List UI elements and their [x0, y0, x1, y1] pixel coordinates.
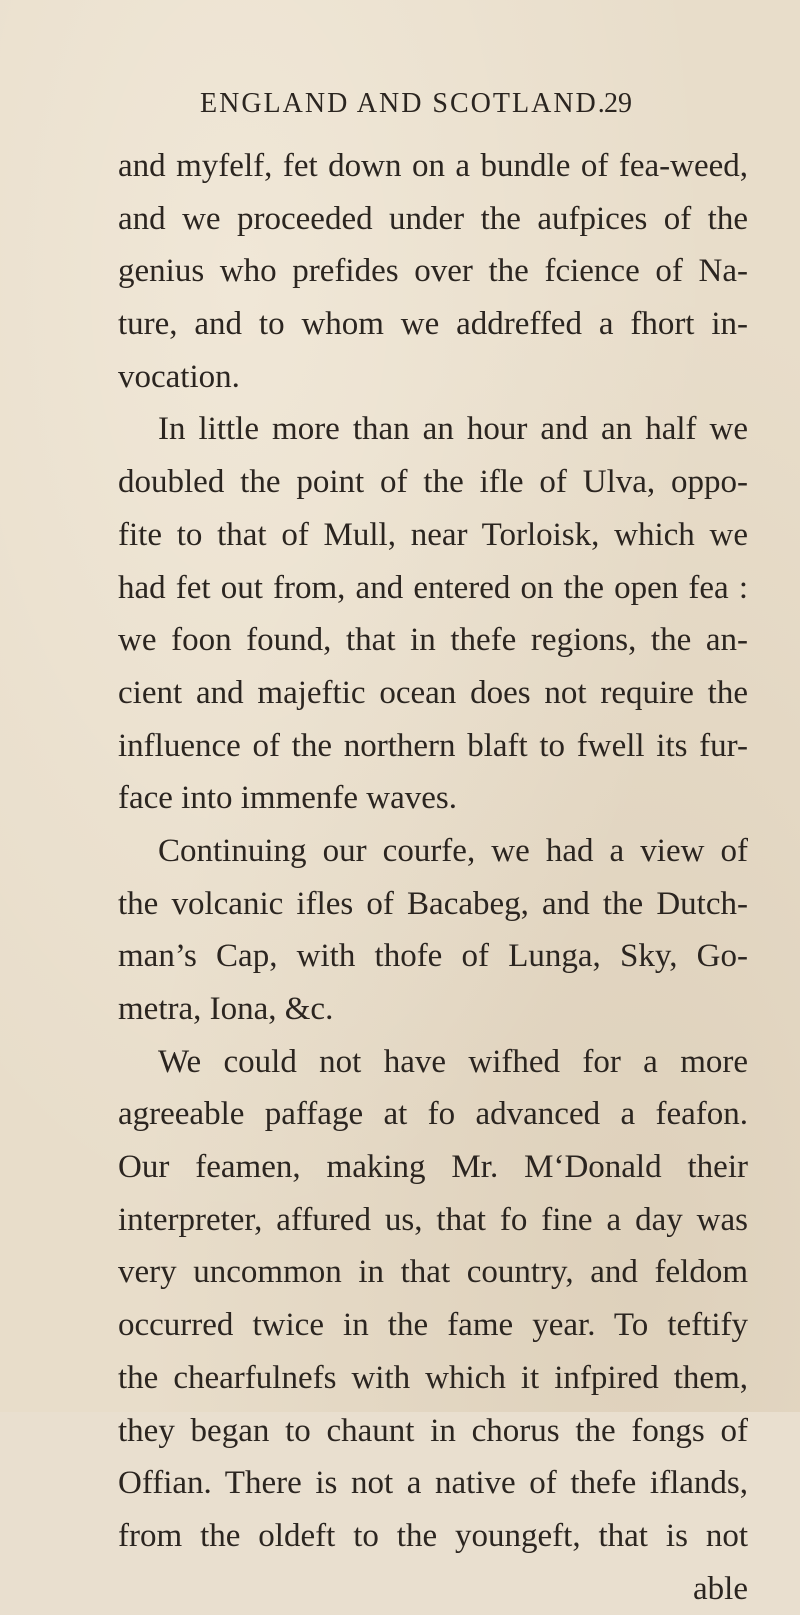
text-line: In little more than an hour and an half we: [158, 411, 748, 448]
page-header: [0, 88, 800, 128]
text-line: man’s Cap, with thofe of Lunga, Sky, Go-: [118, 938, 748, 975]
text-line: occurred twice in the fame year. To teftify: [118, 1307, 748, 1344]
text-line: agreeable paffage at fo advanced a feafon.: [118, 1096, 748, 1133]
text-line: influence of the northern blaft to fwell its fur-: [118, 727, 748, 764]
text-line: fite to that of Mull, near Torloisk, which we: [118, 516, 748, 553]
text-line: ture, and to whom we addreffed a fhort in-: [118, 306, 748, 343]
text-line: cient and majeftic ocean does not require the: [118, 674, 748, 711]
body-text: [118, 140, 748, 1615]
text-line: doubled the point of the ifle of Ulva, oppo-: [118, 464, 748, 501]
text-line: they began to chaunt in chorus the fongs of: [118, 1412, 748, 1449]
text-line: had fet out from, and entered on the open fea :: [118, 569, 748, 606]
text-line: metra, Iona, &c.: [118, 991, 334, 1027]
text-line: Continuing our courfe, we had a view of: [158, 832, 748, 869]
text-line: Offian. There is not a native of thefe iflands,: [118, 1465, 748, 1502]
text-line: genius who prefides over the fcience of Na-: [118, 253, 748, 290]
text-line: and we proceeded under the aufpices of the: [118, 200, 748, 237]
text-line: from the oldeft to the youngeft, that is not: [118, 1517, 748, 1554]
text-line: interpreter, affured us, that fo fine a day was: [118, 1201, 748, 1238]
text-line: we foon found, that in thefe regions, the an-: [118, 622, 748, 659]
text-line: vocation.: [118, 358, 240, 395]
page-number: 29: [604, 88, 632, 119]
text-line: very uncommon in that country, and feldom: [118, 1254, 748, 1291]
text-line: Our feamen, making Mr. M‘Donald their: [118, 1149, 748, 1186]
text-line: and myfelf, fet down on a bundle of fea-weed,: [118, 148, 748, 184]
text-line: face into immenfe waves.: [118, 780, 458, 817]
running-head: ENGLAND AND SCOTLAND.: [200, 88, 607, 119]
text-line: able: [693, 1570, 748, 1607]
text-line: the chearfulnefs with which it infpired them,: [118, 1359, 748, 1396]
text-line: the volcanic ifles of Bacabeg, and the Dutch-: [118, 885, 748, 922]
text-line: We could not have wifhed for a more: [158, 1043, 748, 1080]
